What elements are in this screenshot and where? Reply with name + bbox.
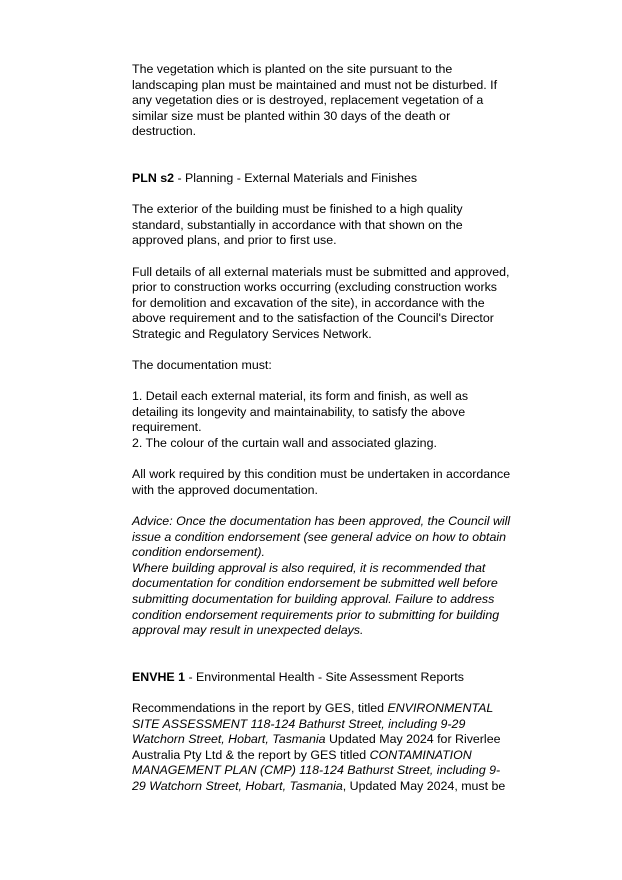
text-line: prior to construction works occurring (excluding construction works <box>132 280 497 295</box>
text-line: Advice: Once the documentation has been approved, the Council will <box>132 514 511 529</box>
condition-code: PLN s2 <box>132 170 175 185</box>
advice-note <box>132 514 524 639</box>
condition-heading-envhe <box>132 670 524 686</box>
list-item: 2. The colour of the curtain wall and associated glazing. <box>132 436 437 451</box>
paragraph-vegetation <box>132 62 524 140</box>
text-line: The exterior of the building must be finished to a high quality <box>132 202 463 217</box>
report-title-run: ENVIRONMENTAL <box>387 700 494 715</box>
report-title-run: Watchorn Street, Hobart, Tasmania <box>132 732 326 747</box>
text-line: issue a condition endorsement (see general advice on how to obtain <box>132 529 507 544</box>
text-line: submitting documentation for building approval. Failure to address <box>132 592 495 606</box>
paragraph-all-work <box>132 467 524 498</box>
text-line: above requirement and to the satisfaction of the Council's Director <box>132 311 494 326</box>
text-line: for demolition and excavation of the site), in accordance with the <box>132 295 485 310</box>
text-run: Updated May 2024 for Riverlee <box>325 732 501 747</box>
report-title-run: 29 Watchorn Street, Hobart, Tasmania <box>132 778 343 793</box>
text-line: The documentation must: <box>132 358 272 373</box>
list-item: 1. Detail each external material, its form and finish, as well as <box>132 389 469 404</box>
text-line: landscaping plan must be maintained and must not be disturbed. If <box>132 77 498 92</box>
report-title-run: SITE ASSESSMENT 118-124 Bathurst Street, including 9-29 <box>132 716 466 731</box>
text-line: Full details of all external materials must be submitted and approved, <box>132 264 510 279</box>
requirements-list <box>132 389 524 451</box>
paragraph-documentation-must <box>132 358 524 374</box>
paragraph-full-details <box>132 265 524 343</box>
text-line: condition endorsement). <box>132 545 265 560</box>
text-line: condition endorsement requirements prior to submitting for building <box>132 607 500 622</box>
text-line: approved plans, and prior to first use. <box>132 233 337 248</box>
text-line: documentation for condition endorsement be submitted well before <box>132 576 498 591</box>
text-line: approval may result in unexpected delays. <box>132 623 364 638</box>
text-line: All work required by this condition must be undertaken in accordance <box>132 467 511 482</box>
text-line: destruction. <box>132 124 197 139</box>
list-item: requirement. <box>132 420 202 435</box>
text-run: Recommendations in the report by GES, titled <box>132 700 388 715</box>
list-item: detailing its longevity and maintainability, to satisfy the above <box>132 404 466 419</box>
condition-code: ENVHE 1 <box>132 669 186 684</box>
text-line: similar size must be planted within 30 days of the death or <box>132 108 451 123</box>
text-line: The vegetation which is planted on the site pursuant to the <box>132 62 453 76</box>
condition-title: - Environmental Health - Site Assessment Reports <box>185 669 464 684</box>
document-page <box>132 62 524 795</box>
condition-heading-pln <box>132 171 524 187</box>
paragraph-recommendations <box>132 701 524 795</box>
report-title-run: MANAGEMENT PLAN (CMP) 118-124 Bathurst Street, including 9- <box>132 763 501 778</box>
text-line: Strategic and Regulatory Services Network. <box>132 326 372 341</box>
text-line: standard, substantially in accordance with that shown on the <box>132 217 463 232</box>
report-title-run: CONTAMINATION <box>369 747 472 762</box>
text-run: Australia Pty Ltd & the report by GES titled <box>132 747 370 762</box>
condition-title: - Planning - External Materials and Finishes <box>174 170 418 185</box>
text-line: with the approved documentation. <box>132 482 318 497</box>
text-line: Where building approval is also required, it is recommended that <box>132 560 486 575</box>
paragraph-exterior <box>132 202 524 249</box>
text-run: , Updated May 2024, must be <box>342 778 506 793</box>
text-line: any vegetation dies or is destroyed, replacement vegetation of a <box>132 93 484 108</box>
